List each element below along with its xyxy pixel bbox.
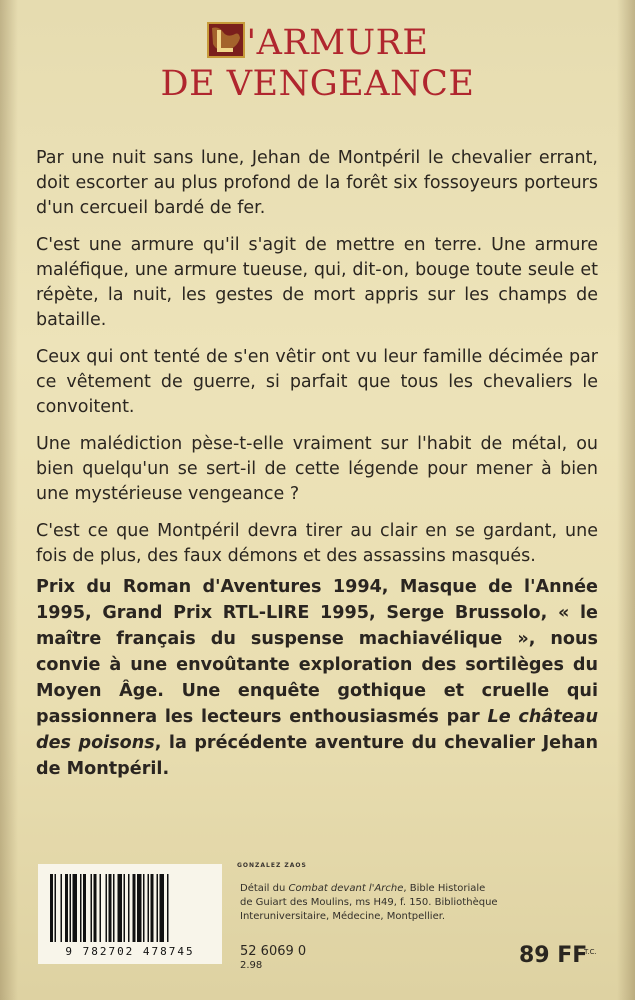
barcode-bar xyxy=(106,874,108,942)
barcode-bar xyxy=(100,874,102,942)
publisher-mark: GONZALEZ ZAOS xyxy=(237,862,307,869)
barcode-bar xyxy=(151,874,154,942)
book-title xyxy=(0,22,635,105)
catalog-date: 2.98 xyxy=(240,960,263,971)
barcode-bar xyxy=(109,874,112,942)
back-cover-description xyxy=(36,146,598,581)
credit-work-title: Combat devant l'Arche xyxy=(288,883,404,894)
barcode-bar xyxy=(73,874,78,942)
barcode-bar xyxy=(50,874,53,942)
barcode-bar xyxy=(133,874,136,942)
barcode-bar xyxy=(94,874,97,942)
credit-rest: , Bible Historiale de Guiart des Moulins, ms H49, f. 150. Bibliothèque Interuniversitaire, Médecine, Montpellier. xyxy=(240,883,498,922)
isbn-barcode xyxy=(38,864,222,964)
title-line-1 xyxy=(0,22,635,64)
barcode-bar xyxy=(80,874,82,942)
cover-image-credit xyxy=(240,882,500,924)
description-paragraph: C'est ce que Montpéril devra tirer au clair en se gardant, une fois de plus, des faux démons et des assassins masqués. xyxy=(36,521,598,566)
barcode-bar xyxy=(148,874,150,942)
title-line-1-rest: 'ARMURE xyxy=(246,23,429,63)
description-paragraph: C'est une armure qu'il s'agit de mettre en terre. Une armure maléfique, une armure tueuse, qui, dit-on, bouge toute seule et répète, la nuit, les gestes de mort appris sur les champs de bataille. xyxy=(36,235,598,330)
price-suffix: T.C. xyxy=(584,948,597,956)
barcode-bar xyxy=(61,874,63,942)
credit-prefix: Détail du xyxy=(240,883,289,894)
barcode-bar xyxy=(70,874,72,942)
barcode-bar xyxy=(55,874,57,942)
barcode-bar xyxy=(65,874,68,942)
barcode-bar xyxy=(157,874,159,942)
barcode-digits: 9 782702 478745 xyxy=(65,945,195,958)
illuminated-initial xyxy=(207,22,245,58)
barcode-bar xyxy=(128,874,130,942)
description-paragraph: Par une nuit sans lune, Jehan de Montpéril le chevalier errant, doit escorter au plus profond de la forêt six fossoyeurs porteurs d'un cercueil bardé de fer. xyxy=(36,148,598,218)
barcode-bar xyxy=(118,874,123,942)
barcode-bar xyxy=(83,874,86,942)
barcode-bar xyxy=(160,874,165,942)
barcode-bar xyxy=(137,874,142,942)
cover-left-edge xyxy=(0,0,18,1000)
barcode-bar xyxy=(124,874,126,942)
title-line-2: DE VENGEANCE xyxy=(160,64,475,104)
cover-right-edge xyxy=(617,0,635,1000)
promo-book-title: Le château des poisons xyxy=(36,707,598,753)
promo-text-after: , la précédente aventure du chevalier Jehan de Montpéril. xyxy=(36,733,598,779)
barcode-bar xyxy=(91,874,93,942)
description-paragraph: Une malédiction pèse-t-elle vraiment sur l'habit de métal, ou bien quelqu'un se sert-il de cette légende pour mener à bien une mystérieuse vengeance ? xyxy=(36,434,598,504)
barcode-bar xyxy=(167,874,169,942)
promo-paragraph xyxy=(36,574,598,782)
catalog-code: 52 6069 0 xyxy=(240,944,307,959)
promotional-blurb xyxy=(36,574,598,782)
promo-text-before: Prix du Roman d'Aventures 1994, Masque de l'Année 1995, Grand Prix RTL-LIRE 1995, Serge Brussolo, « le maître français du suspense machiavélique », nous convie à une envoûtante exploration des sortilèges du Moyen Âge. Une enquête gothique et cruelle qui passionnera les lecteurs enthousiasmés par xyxy=(36,577,598,727)
barcode-bar xyxy=(113,874,115,942)
barcode-bar xyxy=(143,874,145,942)
price: 89 FF xyxy=(519,943,588,968)
barcode-bars xyxy=(38,870,222,948)
description-paragraph: Ceux qui ont tenté de s'en vêtir ont vu leur famille décimée par ce vêtement de guerre, si parfait que tous les chevaliers le convoitent. xyxy=(36,347,598,417)
